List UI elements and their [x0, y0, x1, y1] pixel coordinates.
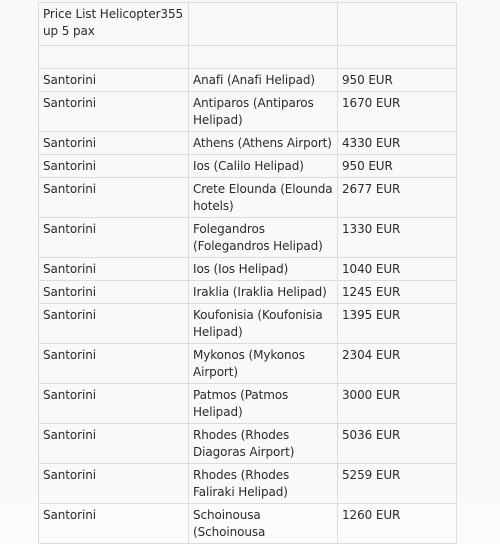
title-row: [39, 3, 457, 46]
origin-cell: Santorini: [39, 384, 189, 424]
price-cell: 2677 EUR: [338, 178, 457, 218]
origin-cell: Santorini: [39, 218, 189, 258]
origin-cell: Santorini: [39, 304, 189, 344]
empty-cell: [338, 46, 457, 69]
origin-cell: Santorini: [39, 69, 189, 92]
table-row: [39, 132, 457, 155]
price-cell: 2304 EUR: [338, 344, 457, 384]
table-row: [39, 424, 457, 464]
price-cell: 3000 EUR: [338, 384, 457, 424]
destination-cell: Rhodes (Rhodes Faliraki Helipad): [189, 464, 338, 504]
table-row: [39, 281, 457, 304]
price-cell: 1040 EUR: [338, 258, 457, 281]
price-cell: 5259 EUR: [338, 464, 457, 504]
table-row: [39, 218, 457, 258]
table-row: [39, 178, 457, 218]
table-row: [39, 504, 457, 544]
price-list-table: [38, 2, 457, 544]
price-cell: 5036 EUR: [338, 424, 457, 464]
origin-cell: Santorini: [39, 92, 189, 132]
origin-cell: Santorini: [39, 504, 189, 544]
destination-cell: Patmos (Patmos Helipad): [189, 384, 338, 424]
table-row: [39, 92, 457, 132]
empty-cell: [189, 46, 338, 69]
destination-cell: Ios (Calilo Helipad): [189, 155, 338, 178]
origin-cell: Santorini: [39, 258, 189, 281]
table-row: [39, 344, 457, 384]
destination-cell: Anafi (Anafi Helipad): [189, 69, 338, 92]
price-cell: 1670 EUR: [338, 92, 457, 132]
table-row: [39, 384, 457, 424]
destination-cell: Antiparos (Antiparos Helipad): [189, 92, 338, 132]
spacer-row: [39, 46, 457, 69]
destination-cell: Crete Elounda (Elounda hotels): [189, 178, 338, 218]
destination-cell: Koufonisia (Koufonisia Helipad): [189, 304, 338, 344]
origin-cell: Santorini: [39, 132, 189, 155]
price-cell: 1395 EUR: [338, 304, 457, 344]
destination-cell: Folegandros (Folegandros Helipad): [189, 218, 338, 258]
origin-cell: Santorini: [39, 178, 189, 218]
price-list-table-body: [39, 3, 457, 544]
origin-cell: Santorini: [39, 281, 189, 304]
price-cell: 1330 EUR: [338, 218, 457, 258]
destination-cell: Mykonos (Mykonos Airport): [189, 344, 338, 384]
table-row: [39, 464, 457, 504]
price-cell: 1245 EUR: [338, 281, 457, 304]
price-cell: 1260 EUR: [338, 504, 457, 544]
origin-cell: Santorini: [39, 424, 189, 464]
price-list-title: Price List Helicopter355 up 5 pax: [39, 3, 189, 46]
origin-cell: Santorini: [39, 155, 189, 178]
destination-cell: Athens (Athens Airport): [189, 132, 338, 155]
table-row: [39, 69, 457, 92]
empty-cell: [189, 3, 338, 46]
origin-cell: Santorini: [39, 464, 189, 504]
price-cell: 950 EUR: [338, 69, 457, 92]
table-row: [39, 258, 457, 281]
destination-cell: Rhodes (Rhodes Diagoras Airport): [189, 424, 338, 464]
destination-cell: Ios (Ios Helipad): [189, 258, 338, 281]
table-row: [39, 304, 457, 344]
price-cell: 4330 EUR: [338, 132, 457, 155]
price-cell: 950 EUR: [338, 155, 457, 178]
destination-cell: Iraklia (Iraklia Helipad): [189, 281, 338, 304]
table-row: [39, 155, 457, 178]
origin-cell: Santorini: [39, 344, 189, 384]
destination-cell: Schoinousa (Schoinousa: [189, 504, 338, 544]
empty-cell: [338, 3, 457, 46]
empty-cell: [39, 46, 189, 69]
